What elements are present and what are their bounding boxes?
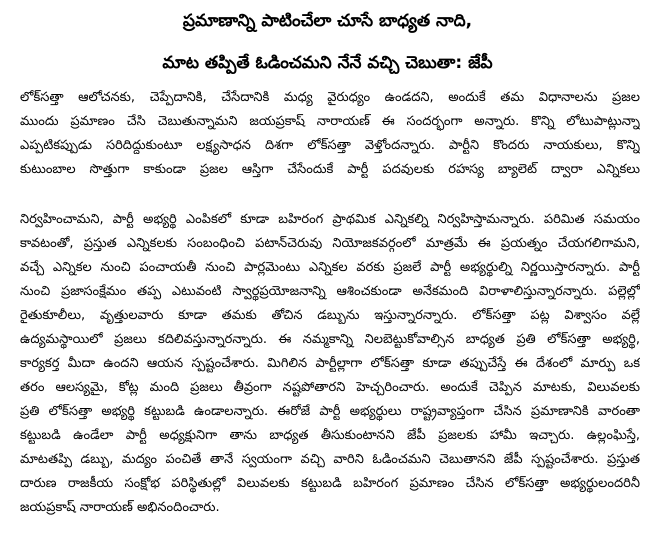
paragraph-line: కార్యకర్త మీదా ఉందని ఆయన స్పష్టంచేశారు. మిగిలిన పార్టీల్లాగా లోక్‌సత్తా కూడా తప్పుచేస్తే ఈ దేశంలో మార్పు ఒక [20,356,640,371]
paragraph-line: వచ్చే ఎన్నికల నుంచి పంచాయతీ నుంచి పార్లమెంటు ఎన్నికల వరకు ప్రజలే పార్టీ అభ్యర్థుల్ని నిర్ణయిస్తారన్నారు. పార్టీ [20,260,640,275]
paragraph-line: ముందు ప్రమాణం చేసి చెబుతున్నామని జయప్రకాష్ నారాయణ్ ఈ సందర్భంగా అన్నారు. కొన్ని లోటుపాట్లున్నా [20,114,640,129]
article-paragraph-1 [20,86,640,182]
paragraph-line: లోక్‌సత్తా ఆలోచనకు, చెప్పేదానికి, చేసేదానికి మధ్య వైరుధ్యం ఉండదని, అందుకే తమ విధానాలను ప్రజల [20,90,640,105]
paragraph-line: రైతుకూలీలు, వృత్తులవారు కూడా తమకు తోచిన డబ్బును ఇస్తున్నారన్నారు. లోక్‌సత్తా పట్ల విశ్వాసం వల్లే [20,308,640,323]
headline-line-1: ప్రమాణాన్ని పాటించేలా చూసే బాధ్యత నాది, [182,11,473,31]
paragraph-line: కట్టుబడి ఉండేలా పార్టీ అధ్యక్షునిగా తాను బాధ్యత తీసుకుంటానని జేపీ ప్రజలకు హామీ ఇచ్చారు. ఉల్లంఘిస్తే, [20,428,640,443]
paragraph-line: నిర్వహించామని, పార్టీ అభ్యర్థి ఎంపికలో కూడా బహిరంగ ప్రాథమిక ఎన్నికల్ని నిర్వహిస్తామన్నారు. పరిమిత సమయం [20,212,640,227]
paragraph-line: కుటుంబాల సొత్తుగా కాకుండా ప్రజల ఆస్తిగా చేసేందుకే పార్టీ పదవులకు రహస్య బ్యాలెట్ ద్వారా ఎన్నికలు [20,162,640,177]
paragraph-line: కావటంతో, ప్రస్తుత ఎన్నికలకు సంబంధించి పటాన్‌చెరువు నియోజకవర్గంలో మాత్రమే ఈ ప్రయత్నం చేయగలిగామని, [20,236,640,251]
paragraph-line: జయప్రకాష్ నారాయణ్ అభినందించారు. [20,500,220,515]
article-paragraph-2 [20,208,640,520]
paragraph-line: ప్రతి లోక్‌సత్తా అభ్యర్థి కట్టుబడి ఉండాలన్నారు. ఈరోజే పార్టీ అభ్యర్థులు రాష్ట్రవ్యాప్తంగా చేసిన ప్రమాణానికి వారంతా [20,404,640,419]
paragraph-line: దారుణ రాజకీయ సంక్షోభ పరిస్థితుల్లో విలువలకు కట్టుబడి బహిరంగ ప్రమాణం చేసిన లోక్‌సత్తా అభ్యర్థులందరినీ [20,476,640,491]
paragraph-line: తరం ఆలస్యమై, కోట్ల మంది ప్రజలు తీవ్రంగా నష్టపోతారని హెచ్చరించారు. అందుకే చెప్పిన మాటకు, విలువలకు [20,380,640,395]
paragraph-line: ఎప్పటికప్పుడు సరిదిద్దుకుంటూ లక్ష్యసాధన దిశగా లోక్‌సత్తా వెళ్తోందన్నారు. పార్టీని కొందరు నాయకులు, కొన్ని [20,138,640,153]
paragraph-line: మాటతప్పి డబ్బు, మద్యం పంచితే తానే స్వయంగా వచ్చి వారిని ఓడించమని చెబుతానని జేపీ స్పష్టంచేశారు. ప్రస్తుత [20,452,640,467]
headline-line-2: మాట తప్పితే ఓడించమని నేనే వచ్చి చెబుతా: జేపీ [162,53,493,73]
paragraph-line: నుంచి ప్రజాసంక్షేమం తప్ప ఎటువంటి స్వార్థప్రయోజనాన్ని ఆశించకుండా అనేకమంది విరాళాలిస్తున్నారన్నారు. పల్లెల్లో [20,284,640,299]
paragraph-line: ఉద్యమస్థాయిలో ప్రజలు కదిలివస్తున్నారన్నారు. ఈ నమ్మకాన్ని నిలబెట్టుకోవాల్సిన బాధ్యత ప్రతి లోక్‌సత్తా అభ్యర్థి, [20,332,640,347]
